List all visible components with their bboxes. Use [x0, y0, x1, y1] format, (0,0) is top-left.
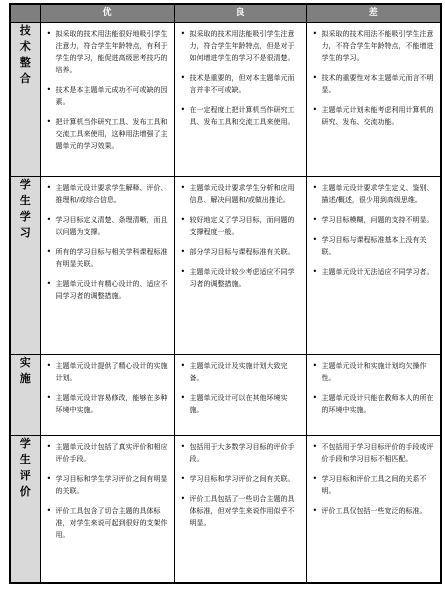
list-item: • 拟采取的技术用法能很好地吸引学生注意力，符合学生年龄特点，有利于学生的学习，能促进高级思考技巧的培养。	[56, 28, 169, 76]
list-item: • 主题单元设计包括了真实评价和相应评价手段。	[56, 441, 169, 465]
cell-fair	[174, 355, 306, 436]
list-item: • 学习目标模糊，问题的支持不明显。	[322, 214, 436, 226]
cell-poor	[306, 177, 441, 355]
list-item: • 部分学习目标与课程标准有关联。	[190, 246, 301, 258]
list-item: • 主题单元计划未能考虑利用计算机的研究、发布、交流功能。	[322, 104, 436, 128]
list-item: • 主题单元设计可以在其他环境实施。	[190, 392, 301, 416]
list-item: • 主题单元设计无法适应不同学习者。	[322, 266, 436, 278]
list-item: • 在一定程度上把计算机当作研究工具、发布工具和交流工具来使用。	[190, 104, 301, 128]
cell-fair	[174, 177, 306, 355]
cell-good	[40, 436, 174, 584]
list-item: • 主题单元设计及实施计划大致完备。	[190, 360, 301, 384]
table-row	[10, 23, 441, 177]
list-item: • 主题单元设计容易修改，能够在多种环境中实施。	[56, 392, 169, 416]
header-poor: 差	[306, 4, 441, 23]
list-item: • 学习目标定义清楚、条理清晰，而且以问题为支撑。	[56, 214, 169, 238]
cell-poor	[306, 23, 441, 177]
list-item: • 较好地定义了学习目标，而问题的支撑程度一般。	[190, 214, 301, 238]
list-item: • 所有的学习目标与相关学科课程标准有明显关联。	[56, 246, 169, 270]
list-item: • 包括用于大多数学习目标的评价手段。	[190, 441, 301, 465]
list-item: • 主题单元设计有精心设计的、适应不同学习者的调整措施。	[56, 278, 169, 302]
row-label-implementation: 实 施	[10, 355, 40, 436]
cell-fair	[174, 436, 306, 584]
list-item: • 评价工具包括了一些切合主题的具体标准，但对学生来说作用似乎不明显。	[190, 493, 301, 529]
row-label-student-assessment: 学 生 评 价	[10, 436, 40, 584]
list-item: • 主题单元设计要求学生解释、评价、推理和/或综合信息。	[56, 182, 169, 206]
cell-good	[40, 23, 174, 177]
cell-good	[40, 177, 174, 355]
list-item: • 把计算机当作研究工具、发布工具和交流工具来使用，这种用法增强了主题单元的学习效果。	[56, 116, 169, 152]
table-row	[10, 436, 441, 584]
list-item: • 主题单元设计只能在教师本人的所在的环境中实施。	[322, 392, 436, 416]
table-row	[10, 177, 441, 355]
list-item: • 学习目标和学习评价之间有关联。	[190, 473, 301, 485]
list-item: • 学习目标与课程标准基本上没有关联。	[322, 234, 436, 258]
cell-fair	[174, 23, 306, 177]
rubric-table	[9, 3, 442, 584]
list-item: • 不包括用于学习目标评价的手段或评价手段和学习目标不相匹配。	[322, 441, 436, 465]
list-item: • 主题单元设计较少考虑适应不同学习者的调整措施。	[190, 266, 301, 290]
header-corner	[10, 4, 40, 23]
list-item: • 学习目标和评价工具之间的关系不明。	[322, 473, 436, 497]
cell-poor	[306, 355, 441, 436]
list-item: • 技术是本主题单元成功不可或缺的因素。	[56, 84, 169, 108]
list-item: • 主题单元设计要求学生定义、鉴别、描述/概述，很少用到高级思维。	[322, 182, 436, 206]
row-label-tech: 技 术 整 合	[10, 23, 40, 177]
list-item: • 评价工具仅包括一些宽泛的标准。	[322, 505, 436, 517]
cell-poor	[306, 436, 441, 584]
header-good: 优	[40, 4, 174, 23]
list-item: • 主题单元设计提供了精心设计的实施计划。	[56, 360, 169, 384]
list-item: • 评价工具包含了切合主题的具体标准，对学生来说可起到很好的支架作用。	[56, 505, 169, 541]
list-item: • 学习目标和学生学习评价之间有明显的关联。	[56, 473, 169, 497]
list-item: • 技术的重要性对本主题单元而言不明显。	[322, 72, 436, 96]
list-item: • 拟采取的技术用法能吸引学生注意力，符合学生年龄特点，但是对于如何增进学生的学习不是很清楚。	[190, 28, 301, 64]
row-label-student-learning: 学 生 学 习	[10, 177, 40, 355]
cell-good	[40, 355, 174, 436]
header-fair: 良	[174, 4, 306, 23]
list-item: • 主题单元设计要求学生分析和应用信息、解决问题和/或做出推论。	[190, 182, 301, 206]
list-item: • 拟采取的技术用法不能吸引学生注意力，不符合学生年龄特点，不能增进学生的学习。	[322, 28, 436, 64]
list-item: • 主题单元设计和实施计划均欠操作性。	[322, 360, 436, 384]
header-row	[10, 4, 441, 23]
list-item: • 技术是重要的，但对本主题单元而言并非不可或缺。	[190, 72, 301, 96]
table-row	[10, 355, 441, 436]
